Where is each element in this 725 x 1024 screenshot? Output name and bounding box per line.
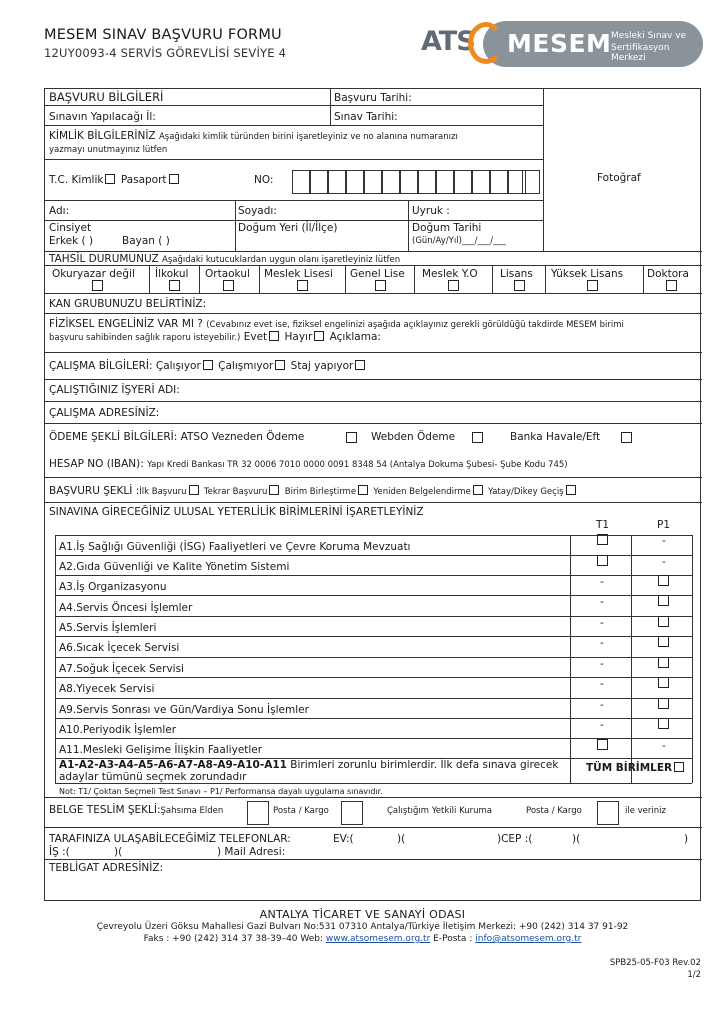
employment-intern: Staj yapıyor <box>290 360 354 372</box>
employment-title: ÇALIŞMA BİLGİLERİ: <box>49 360 153 372</box>
unit-a5-p1-checkbox[interactable] <box>658 616 669 627</box>
mandatory-text: Birimleri zorunlu birimlerdir. İlk defa sınava girecek <box>290 759 559 771</box>
birthplace-label: Doğum Yeri (İl/İlçe) <box>238 222 338 234</box>
ats-mesem-logo <box>421 20 703 68</box>
edu-primary: İlkokul <box>155 268 189 280</box>
mandatory-line2: adaylar tümünü seçmek zorundadır <box>59 771 247 783</box>
unit-a6-p1-checkbox[interactable] <box>658 636 669 647</box>
mandatory-units: A1-A2-A3-A4-A5-A6-A7-A8-A9-A10-A11 <box>59 759 287 771</box>
edu-primary-checkbox[interactable] <box>169 280 180 291</box>
footer-org: ANTALYA TİCARET VE SANAYİ ODASI <box>259 908 466 921</box>
exam-city-label: Sınavın Yapılacağı İl: <box>49 111 156 123</box>
disability-yes-checkbox[interactable] <box>269 331 279 341</box>
payment-web: Webden Ödeme <box>371 431 456 443</box>
unit-a11-p1-dash: - <box>662 740 666 752</box>
delivery-in-person-box[interactable] <box>247 801 269 825</box>
payment-title: ÖDEME ŞEKLİ BİLGİLERİ: <box>49 431 178 443</box>
p1-header: P1 <box>657 519 671 531</box>
delivery-send: ile veriniz <box>625 806 666 816</box>
unit-a4-label: A4.Servis Öncesi İşlemler <box>59 602 193 614</box>
name-label: Adı: <box>49 205 70 217</box>
edu-vocational-highschool-checkbox[interactable] <box>297 280 308 291</box>
gender-male[interactable]: Erkek ( ) <box>49 235 94 247</box>
nationality-label: Uyruk : <box>412 205 450 217</box>
birthdate-label: Doğum Tarihi <box>412 222 482 234</box>
identity-note-1: Aşağıdaki kimlik türünden birini işaretleyiniz ve no alanına numaranızı <box>158 132 458 142</box>
unit-a2-p1-dash: - <box>662 556 666 568</box>
all-units-label: TÜM BİRİMLER <box>586 762 673 774</box>
unit-a11-t1-checkbox[interactable] <box>597 739 608 750</box>
payment-bank-checkbox[interactable] <box>621 432 632 443</box>
unit-a2-t1-checkbox[interactable] <box>597 555 608 566</box>
payment-bank: Banka Havale/Eft <box>510 431 601 443</box>
application-date-label: Başvuru Tarihi: <box>334 92 412 104</box>
contact-mail[interactable]: ) Mail Adresi: <box>217 846 286 858</box>
iban-value: Yapı Kredi Bankası TR 32 0006 7010 0000 0091 8348 54 (Antalya Dokuma Şubesi- Şube Kodu 745) <box>147 460 568 470</box>
disability-title: FİZİKSEL ENGELİNİZ VAR MI ? <box>49 318 203 330</box>
edu-middle: Ortaokul <box>205 268 250 280</box>
unit-a5-t1-dash: - <box>600 617 604 629</box>
apptype-transfer-checkbox[interactable] <box>566 485 576 495</box>
disability-note-2: başvuru sahibinden sağlık raporu isteyebilir.) <box>49 333 241 343</box>
disability-explain: Açıklama: <box>329 331 381 343</box>
unit-a9-label: A9.Servis Sonrası ve Gün/Vardiya Sonu İşlemler <box>59 704 309 716</box>
payment-atso: ATSO Vezneden Ödeme <box>180 431 305 443</box>
contact-cep[interactable]: )CEP :( <box>497 833 533 845</box>
unit-a4-t1-dash: - <box>600 596 604 608</box>
education-note: Aşağıdaki kutucuklardan uygun olanı işaretleyiniz lütfen <box>162 255 401 265</box>
units-title: SINAVINA GİRECEĞİNİZ ULUSAL YETERLİLİK BİRİMLERİNİ İŞARETLEYİNİZ <box>49 506 424 518</box>
logo-ats-text: ATS <box>421 26 475 57</box>
form-subtitle: 12UY0093-4 SERVİS GÖREVLİSİ SEVİYE 4 <box>44 46 287 60</box>
unit-a3-p1-checkbox[interactable] <box>658 575 669 586</box>
t1-header: T1 <box>596 519 610 531</box>
edu-vocational-college-checkbox[interactable] <box>448 280 459 291</box>
unit-a10-t1-dash: - <box>600 719 604 731</box>
surname-label: Soyadı: <box>238 205 277 217</box>
payment-atso-checkbox[interactable] <box>346 432 357 443</box>
photo-label: Fotoğraf <box>597 172 641 184</box>
unit-a7-p1-checkbox[interactable] <box>658 657 669 668</box>
doc-code: SPB25-05-F03 Rev.02 <box>609 958 701 968</box>
delivery-title: BELGE TESLİM ŞEKLİ: <box>49 804 161 816</box>
apptype-repeat: Tekrar Başvuru <box>203 487 268 497</box>
footer-web-link[interactable]: www.atsomesem.org.tr <box>325 934 431 944</box>
unit-a3-label: A3.İş Organizasyonu <box>59 581 167 593</box>
apptype-merge-checkbox[interactable] <box>358 485 368 495</box>
contact-title: TARAFINIZA ULAŞABİLECEĞİMİZ TELEFONLAR: <box>49 833 291 845</box>
notification-address-label: TEBLİGAT ADRESİNİZ: <box>49 862 164 874</box>
unit-a1-t1-checkbox[interactable] <box>597 534 608 545</box>
footer-email-link[interactable]: info@atsomesem.org.tr <box>475 934 582 944</box>
delivery-post2: Posta / Kargo <box>526 806 582 816</box>
edu-middle-checkbox[interactable] <box>223 280 234 291</box>
edu-doctorate-checkbox[interactable] <box>666 280 677 291</box>
unit-a6-label: A6.Sıcak İçecek Servisi <box>59 642 180 654</box>
apptype-merge: Birim Birleştirme <box>284 487 357 497</box>
blood-group-label: KAN GRUBUNUZU BELİRTİNİZ: <box>49 298 207 310</box>
edu-illiterate-checkbox[interactable] <box>92 280 103 291</box>
disability-yes: Evet <box>243 331 268 343</box>
application-section-title: BAŞVURU BİLGİLERİ <box>49 90 164 104</box>
apptype-first-checkbox[interactable] <box>189 485 199 495</box>
identity-note-2: yazmayı unutmayınız lütfen <box>49 145 168 155</box>
apptype-recert-checkbox[interactable] <box>473 485 483 495</box>
edu-general-highschool-checkbox[interactable] <box>375 280 386 291</box>
unit-a9-t1-dash: - <box>600 699 604 711</box>
unit-a5-label: A5.Servis İşlemleri <box>59 622 157 634</box>
edu-bachelor-checkbox[interactable] <box>514 280 525 291</box>
logo-tagline-2: Sertifikasyon Merkezi <box>611 43 670 63</box>
logo-ring-icon <box>468 22 504 64</box>
tc-label: T.C. Kimlik <box>49 174 104 186</box>
payment-web-checkbox[interactable] <box>472 432 483 443</box>
unit-a8-t1-dash: - <box>600 678 604 690</box>
delivery-company-box[interactable] <box>597 801 619 825</box>
iban-label: HESAP NO (IBAN): <box>49 458 144 470</box>
unit-a7-label: A7.Soğuk İçecek Servisi <box>59 663 184 675</box>
contact-sep-2: )( <box>572 833 581 845</box>
gender-female[interactable]: Bayan ( ) <box>122 235 170 247</box>
contact-ev[interactable]: EV:( <box>333 833 354 845</box>
disability-note-1: (Cevabınız evet ise, fiziksel engelinizi aşağıda açıklayınız gerekli görüldüğü takdirde MESEM birimi <box>206 320 624 330</box>
apptype-transfer: Yatay/Dikey Geçiş <box>488 487 564 497</box>
identity-title: KİMLİK BİLGİLERİNİZ <box>49 130 156 142</box>
apptype-title: BAŞVURU ŞEKLİ : <box>49 485 140 497</box>
page-number: 1/2 <box>687 970 701 980</box>
workplace-label: ÇALIŞTIĞINIZ İŞYERİ ADI: <box>49 384 180 396</box>
edu-bachelor: Lisans <box>500 268 533 280</box>
delivery-post-box[interactable] <box>341 801 363 825</box>
contact-sep-3: ) <box>684 833 689 845</box>
application-form <box>44 88 701 901</box>
apptype-repeat-checkbox[interactable] <box>269 485 279 495</box>
disability-no: Hayır <box>284 331 313 343</box>
unit-a10-label: A10.Periyodik İşlemler <box>59 724 177 736</box>
footer-address: Çevreyolu Üzeri Göksu Mahallesi Gazi Bulvarı No:531 07310 Antalya/Türkiye İletişim Merkezi: +90 (242) 314 37 91-92 <box>96 922 629 932</box>
footer-fax: Faks : +90 (242) 314 37 38-39–40 Web: <box>143 934 324 944</box>
delivery-in-person: Şahsıma Elden <box>160 806 224 816</box>
tc-checkbox[interactable] <box>105 174 115 184</box>
apptype-first: İlk Başvuru <box>139 487 187 497</box>
unit-a1-label: A1.İş Sağlığı Güvenliği (İSG) Faaliyetleri ve Çevre Koruma Mevzuatı <box>59 541 411 553</box>
edu-doctorate: Doktora <box>647 268 689 280</box>
passport-checkbox[interactable] <box>169 174 179 184</box>
apptype-recert: Yeniden Belgelendirme <box>373 487 471 497</box>
exam-date-label: Sınav Tarihi: <box>334 111 398 123</box>
delivery-company: Çalıştığım Yetkili Kuruma <box>387 806 492 816</box>
edu-vocational-highschool: Meslek Lisesi <box>264 268 333 280</box>
contact-sep-4: )( <box>114 846 123 858</box>
contact-is[interactable]: İŞ :( <box>49 846 70 858</box>
work-address-label: ÇALIŞMA ADRESİNİZ: <box>49 407 160 419</box>
unit-a10-p1-checkbox[interactable] <box>658 718 669 729</box>
birthdate-format[interactable]: (Gün/Ay/Yıl)___/___/___ <box>412 236 506 246</box>
disability-no-checkbox[interactable] <box>314 331 324 341</box>
units-note: Not: T1/ Çoktan Seçmeli Test Sınavı – P1/ Performansa dayalı uygulama sınavıdır. <box>59 787 383 796</box>
intern-checkbox[interactable] <box>355 360 365 370</box>
unit-a2-label: A2.Gıda Güvenliği ve Kalite Yönetim Sistemi <box>59 561 290 573</box>
unit-a6-t1-dash: - <box>600 637 604 649</box>
all-units-checkbox[interactable] <box>674 762 684 772</box>
education-title: TAHSİL DURUMUNUZ <box>49 253 159 265</box>
unit-a8-p1-checkbox[interactable] <box>658 677 669 688</box>
edu-illiterate: Okuryazar değil <box>52 268 135 280</box>
footer-email-label: E-Posta : <box>433 934 473 944</box>
unit-a9-p1-checkbox[interactable] <box>658 698 669 709</box>
unit-a11-label: A11.Mesleki Gelişime İlişkin Faaliyetler <box>59 744 263 756</box>
employment-not-working: Çalışmıyor <box>218 360 274 372</box>
edu-master: Yüksek Lisans <box>551 268 624 280</box>
unit-a4-p1-checkbox[interactable] <box>658 595 669 606</box>
unit-a8-label: A8.Yiyecek Servisi <box>59 683 155 695</box>
edu-master-checkbox[interactable] <box>587 280 598 291</box>
unit-a7-t1-dash: - <box>600 658 604 670</box>
edu-general-highschool: Genel Lise <box>350 268 405 280</box>
unit-a1-p1-dash: - <box>662 535 666 547</box>
form-title: MESEM SINAV BAŞVURU FORMU <box>44 27 282 43</box>
passport-label: Pasaport <box>120 174 167 186</box>
logo-mesem-text: MESEM <box>507 29 612 58</box>
working-checkbox[interactable] <box>203 360 213 370</box>
not-working-checkbox[interactable] <box>275 360 285 370</box>
unit-a3-t1-dash: - <box>600 576 604 588</box>
employment-working: Çalışıyor <box>155 360 201 372</box>
edu-vocational-college: Meslek Y.O <box>422 268 478 280</box>
id-no-label: NO: <box>254 174 274 186</box>
gender-label: Cinsiyet <box>49 222 92 234</box>
contact-sep-1: )( <box>397 833 406 845</box>
delivery-post: Posta / Kargo <box>273 806 329 816</box>
logo-tagline-1: Mesleki Sınav ve <box>611 31 687 41</box>
